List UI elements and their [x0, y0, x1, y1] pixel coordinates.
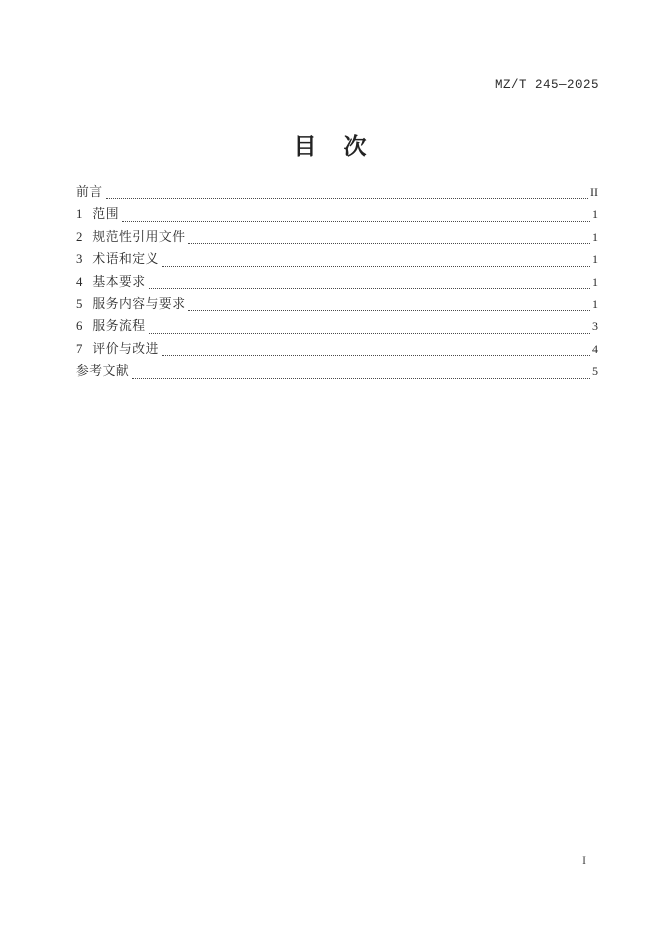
toc-leader-dots [149, 333, 590, 334]
toc-entry-page: 1 [592, 229, 598, 244]
toc-leader-dots [132, 378, 590, 379]
toc-leader-dots [162, 266, 590, 267]
toc-entry-basic-requirements[interactable] [76, 271, 598, 293]
toc-entry-label: 范围 [92, 207, 119, 222]
toc-entry-page: 5 [592, 364, 598, 379]
toc-entry-terms-definitions[interactable] [76, 248, 598, 270]
toc-entry-scope[interactable] [76, 203, 598, 225]
toc-entry-page: II [590, 185, 598, 199]
toc-entry-service-content[interactable] [76, 293, 598, 315]
table-of-contents [76, 181, 598, 383]
toc-entry-evaluation-improvement[interactable] [76, 338, 598, 360]
standard-number: MZ/T 245—2025 [494, 78, 599, 92]
toc-entry-number: 5 [76, 296, 83, 311]
toc-entry-service-process[interactable] [76, 315, 598, 337]
page-title: 目 次 [293, 134, 369, 159]
footer-page-number: I [582, 855, 586, 867]
toc-entry-label: 前言 [76, 185, 103, 199]
toc-leader-dots [149, 288, 590, 289]
toc-entry-number: 3 [76, 252, 83, 267]
toc-leader-dots [106, 198, 588, 199]
toc-entry-normative-references[interactable] [76, 226, 598, 248]
toc-entry-number: 7 [76, 341, 83, 356]
toc-entry-page: 1 [592, 252, 598, 267]
toc-entry-page: 1 [592, 274, 598, 289]
toc-entry-label: 服务内容与要求 [92, 296, 186, 311]
toc-leader-dots [122, 221, 590, 222]
toc-entry-number: 2 [76, 229, 83, 244]
toc-entry-page: 1 [592, 296, 598, 311]
toc-entry-page: 3 [592, 319, 598, 334]
toc-entry-page: 4 [592, 341, 598, 356]
toc-entry-label: 参考文献 [76, 364, 130, 379]
toc-leader-dots [162, 355, 590, 356]
toc-entry-label: 服务流程 [92, 319, 146, 334]
toc-entry-foreword[interactable] [76, 181, 598, 203]
toc-entry-label: 评价与改进 [92, 341, 159, 356]
toc-leader-dots [188, 310, 590, 311]
toc-entry-label: 术语和定义 [92, 252, 159, 267]
toc-entry-label: 基本要求 [92, 274, 146, 289]
toc-entry-bibliography[interactable] [76, 360, 598, 382]
toc-entry-label: 规范性引用文件 [92, 229, 186, 244]
toc-entry-page: 1 [592, 207, 598, 222]
toc-entry-number: 4 [76, 274, 83, 289]
toc-entry-number: 1 [76, 207, 83, 222]
toc-entry-number: 6 [76, 319, 83, 334]
toc-leader-dots [188, 243, 590, 244]
